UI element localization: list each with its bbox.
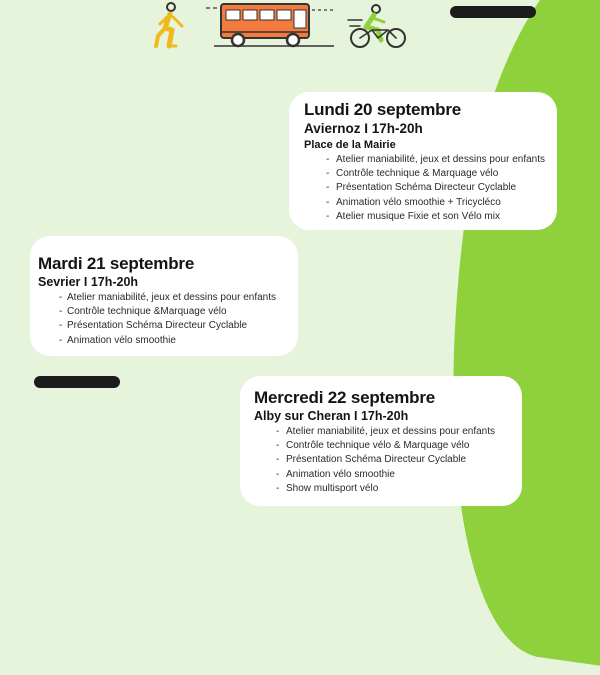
event-card-mercredi bbox=[240, 376, 522, 506]
list-item: - Atelier maniabilité, jeux et dessins pour enfants bbox=[304, 153, 543, 167]
list-item: - Animation vélo smoothie + Tricycléco bbox=[304, 196, 543, 210]
event-location-time: Alby sur Cheran I 17h-20h bbox=[254, 409, 409, 423]
list-item: - Atelier musique Fixie et son Vélo mix bbox=[304, 210, 543, 224]
decorative-bar-left bbox=[34, 376, 120, 388]
bus-icon bbox=[206, 4, 334, 46]
list-item: - Atelier maniabilité, jeux et dessins pour enfants bbox=[38, 291, 284, 305]
list-item: - Présentation Schéma Directeur Cyclable bbox=[38, 319, 284, 333]
event-day: Mercredi 22 septembre bbox=[254, 388, 435, 407]
activity-list bbox=[304, 153, 546, 224]
cyclist-icon bbox=[348, 5, 405, 47]
event-card-mardi bbox=[30, 236, 298, 356]
list-item: - Présentation Schéma Directeur Cyclable bbox=[254, 453, 508, 467]
list-item: - Contrôle technique & Marquage vélo bbox=[304, 167, 543, 181]
event-day: Mardi 21 septembre bbox=[38, 254, 195, 273]
list-item: - Contrôle technique &Marquage vélo bbox=[38, 305, 284, 319]
event-location-time: Aviernoz I 17h-20h bbox=[304, 121, 423, 136]
list-item: - Contrôle technique vélo & Marquage vélo bbox=[254, 439, 508, 453]
list-item: - Présentation Schéma Directeur Cyclable bbox=[304, 181, 543, 195]
event-location-time: Sevrier I 17h-20h bbox=[38, 275, 139, 289]
pedestrian-icon bbox=[156, 3, 182, 46]
event-venue: Place de la Mairie bbox=[304, 139, 396, 151]
list-item: - Animation vélo smoothie bbox=[38, 334, 284, 348]
list-item: - Animation vélo smoothie bbox=[254, 468, 508, 482]
list-item: - Atelier maniabilité, jeux et dessins pour enfants bbox=[254, 425, 508, 439]
activity-list bbox=[254, 425, 508, 496]
event-day: Lundi 20 septembre bbox=[304, 100, 461, 119]
activity-list bbox=[38, 291, 284, 348]
mobility-icons bbox=[0, 0, 600, 60]
list-item: - Show multisport vélo bbox=[254, 482, 508, 496]
event-card-lundi bbox=[289, 92, 557, 230]
